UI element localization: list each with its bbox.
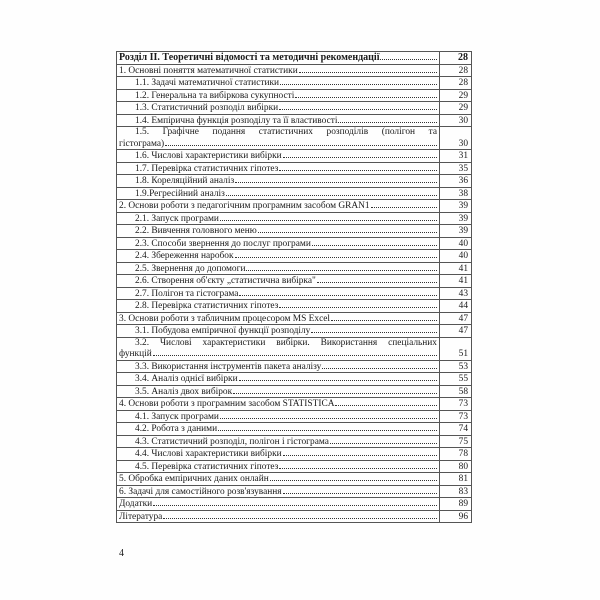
toc-row	[117, 162, 472, 175]
toc-entry-page: 38	[440, 187, 472, 200]
toc-entry-cell	[117, 64, 440, 77]
toc-entry-cell	[117, 175, 440, 188]
toc-row	[117, 473, 472, 486]
toc-entry-cell	[117, 150, 440, 163]
toc-row	[117, 250, 472, 263]
page-number: 4	[119, 548, 124, 559]
toc-row	[117, 510, 472, 523]
toc-entry-cell	[117, 510, 440, 523]
toc-entry-title: 3.3. Використання інструментів пакета аналізу	[135, 361, 322, 372]
table-of-contents	[116, 51, 472, 523]
toc-entry-cell	[117, 162, 440, 175]
toc-entry-title: 2.7. Полігон та гістограма	[135, 288, 239, 299]
toc-entry-title: 1.1. Задачі математичної статистики	[135, 78, 280, 88]
toc-row	[117, 200, 472, 213]
toc-row	[117, 385, 472, 398]
toc-entry-cell	[117, 200, 440, 213]
toc-entry-title: 2.4. Збереження наробок	[135, 251, 234, 261]
toc-row	[117, 360, 472, 373]
toc-entry-title: 3.4. Аналіз однієї вибірки	[135, 374, 238, 384]
toc-entry-cell	[117, 127, 440, 150]
toc-entry-page: 73	[440, 410, 472, 423]
toc-entry-page: 83	[440, 485, 472, 498]
toc-section-header	[117, 52, 472, 65]
toc-entry-title: Додатки	[119, 499, 153, 509]
toc-entry-page: 74	[440, 423, 472, 436]
toc-entry-cell	[117, 77, 440, 90]
toc-entry-page: 39	[440, 200, 472, 213]
toc-row	[117, 150, 472, 163]
toc-row	[117, 373, 472, 386]
toc-entry-page: 41	[440, 275, 472, 288]
toc-entry-cell	[117, 423, 440, 436]
toc-row	[117, 64, 472, 77]
toc-entry-page: 40	[440, 237, 472, 250]
toc-entry-page: 89	[440, 498, 472, 511]
toc-entry-page: 30	[440, 114, 472, 127]
toc-row	[117, 300, 472, 313]
toc-row	[117, 275, 472, 288]
toc-entry-page: 28	[440, 64, 472, 77]
toc-entry-page: 39	[440, 212, 472, 225]
toc-row	[117, 410, 472, 423]
toc-row	[117, 175, 472, 188]
toc-row	[117, 312, 472, 325]
toc-row	[117, 187, 472, 200]
toc-entry-title-continued: функцій	[119, 349, 152, 359]
toc-entry-page: 44	[440, 300, 472, 313]
toc-entry-title: 1.3. Статистичний розподіл вибірки	[135, 103, 279, 113]
toc-entry-cell	[117, 114, 440, 127]
toc-entry-page: 47	[440, 325, 472, 338]
toc-entry-cell	[117, 262, 440, 275]
toc-entry-cell	[117, 212, 440, 225]
toc-row	[117, 435, 472, 448]
toc-entry-page: 36	[440, 175, 472, 188]
toc-entry-title: 5. Обробка емпіричних даних онлайн	[119, 474, 269, 484]
toc-entry-page: 35	[440, 162, 472, 175]
toc-entry-cell	[117, 410, 440, 423]
toc-entry-title: 4.5. Перевірка статистичних гіпотез	[135, 461, 279, 472]
toc-row	[117, 325, 472, 338]
toc-entry-title: 2. Основи роботи з педагогічним програмним засобом GRAN1	[119, 201, 370, 211]
toc-header-title: Розділ ІІ. Теоретичні відомості та методичні рекомендації	[119, 52, 380, 63]
toc-entry-title: 4.2. Робота з даними	[135, 424, 218, 434]
toc-entry-page: 73	[440, 398, 472, 411]
toc-row	[117, 114, 472, 127]
toc-entry-page: 39	[440, 225, 472, 238]
toc-entry-title: 4.3. Статистичний розподіл, полігон і гістограма	[135, 436, 329, 447]
toc-entry-cell	[117, 102, 440, 115]
toc-entry-cell	[117, 398, 440, 411]
toc-row	[117, 89, 472, 102]
toc-entry-cell	[117, 300, 440, 313]
toc-row	[117, 102, 472, 115]
toc-entry-page: 55	[440, 373, 472, 386]
toc-entry-page: 40	[440, 250, 472, 263]
toc-entry-cell	[117, 337, 440, 360]
toc-entry-title: 2.5. Звернення до допомоги	[135, 263, 246, 274]
toc-entry-page: 75	[440, 435, 472, 448]
toc-entry-title: 3. Основи роботи з табличним процесором MS Excel	[119, 313, 331, 324]
toc-entry-cell	[117, 89, 440, 102]
toc-entry-cell	[117, 360, 440, 373]
toc-entry-page: 96	[440, 510, 472, 523]
toc-entry-title: 3.1. Побудова емпіричної функції розподілу	[135, 326, 311, 336]
toc-entry-title: Література	[119, 511, 163, 522]
toc-entry-cell	[117, 325, 440, 338]
toc-entry-cell	[117, 498, 440, 511]
toc-entry-cell	[117, 312, 440, 325]
toc-entry-cell	[117, 435, 440, 448]
toc-entry-title: 2.2. Вивчення головного меню	[135, 226, 257, 236]
toc-entry-cell	[117, 485, 440, 498]
toc-header-title-cell	[117, 52, 440, 65]
toc-entry-title: 1.5. Графічне подання статистичних розподілів (полігон та	[135, 127, 437, 137]
toc-entry-title: 1.9.Регресійний аналіз	[135, 188, 225, 199]
toc-entry-title: 2.8. Перевірка статистичних гіпотез	[135, 301, 279, 311]
toc-row	[117, 485, 472, 498]
toc-row	[117, 423, 472, 436]
toc-entry-page: 28	[440, 77, 472, 90]
toc-entry-page: 53	[440, 360, 472, 373]
toc-entry-cell	[117, 287, 440, 300]
toc-row	[117, 212, 472, 225]
toc-row	[117, 460, 472, 473]
toc-entry-cell	[117, 237, 440, 250]
toc-entry-title: 2.1. Запуск програми	[135, 213, 219, 224]
toc-entry-page: 41	[440, 262, 472, 275]
toc-entry-title: 1.6. Числові характеристики вибірки	[135, 151, 282, 161]
toc-entry-cell	[117, 448, 440, 461]
toc-entry-cell	[117, 460, 440, 473]
toc-row	[117, 287, 472, 300]
toc-row	[117, 262, 472, 275]
toc-entry-title: 1.4. Емпірична функція розподілу та її властивості	[135, 115, 338, 126]
toc-entry-title: 4.4. Числові характеристики вибірки	[135, 449, 282, 459]
toc-row	[117, 398, 472, 411]
toc-entry-page: 51	[440, 337, 472, 360]
toc-entry-title: 1.7. Перевірка статистичних гіпотез	[135, 163, 279, 174]
toc-entry-cell	[117, 225, 440, 238]
toc-entry-cell	[117, 187, 440, 200]
toc-entry-title: 4.1. Запуск програми	[135, 411, 219, 422]
toc-entry-title: 1.2. Генеральна та вибіркова сукупності	[135, 90, 295, 101]
toc-entry-page: 29	[440, 102, 472, 115]
toc-entry-page: 58	[440, 385, 472, 398]
toc-header-page: 28	[440, 52, 472, 65]
toc-entry-page: 30	[440, 127, 472, 150]
toc-row	[117, 225, 472, 238]
toc-entry-page: 29	[440, 89, 472, 102]
toc-entry-cell	[117, 385, 440, 398]
toc-row	[117, 448, 472, 461]
toc-entry-title: 4. Основи роботи з програмним засобом STATISTICA	[119, 399, 335, 409]
toc-entry-cell	[117, 275, 440, 288]
toc-entry-page: 78	[440, 448, 472, 461]
toc-row	[117, 337, 472, 360]
toc-row	[117, 237, 472, 250]
toc-entry-cell	[117, 373, 440, 386]
toc-entry-page: 47	[440, 312, 472, 325]
toc-entry-title: 1. Основні поняття математичної статистики	[119, 65, 298, 76]
toc-entry-page: 31	[440, 150, 472, 163]
toc-entry-title-continued: гістограма)	[119, 138, 165, 149]
toc-entry-cell	[117, 250, 440, 263]
toc-entry-page: 43	[440, 287, 472, 300]
toc-row	[117, 127, 472, 150]
toc-entry-title: 2.6. Створення об'єкту „статистична вибірка"	[135, 276, 316, 286]
toc-row	[117, 498, 472, 511]
toc-entry-page: 80	[440, 460, 472, 473]
toc-row	[117, 77, 472, 90]
toc-entry-page: 81	[440, 473, 472, 486]
toc-entry-cell	[117, 473, 440, 486]
toc-entry-title: 3.2. Числові характеристики вибірки. Використання спеціальних	[135, 337, 437, 348]
toc-entry-title: 2.3. Способи звернення до послуг програми	[135, 238, 311, 249]
toc-entry-title: 6. Задачі для самостійного розв'язування	[119, 486, 282, 497]
toc-entry-title: 1.8. Кореляційний аналіз	[135, 176, 235, 186]
toc-entry-title: 3.5. Аналіз двох вибірок	[135, 386, 233, 397]
